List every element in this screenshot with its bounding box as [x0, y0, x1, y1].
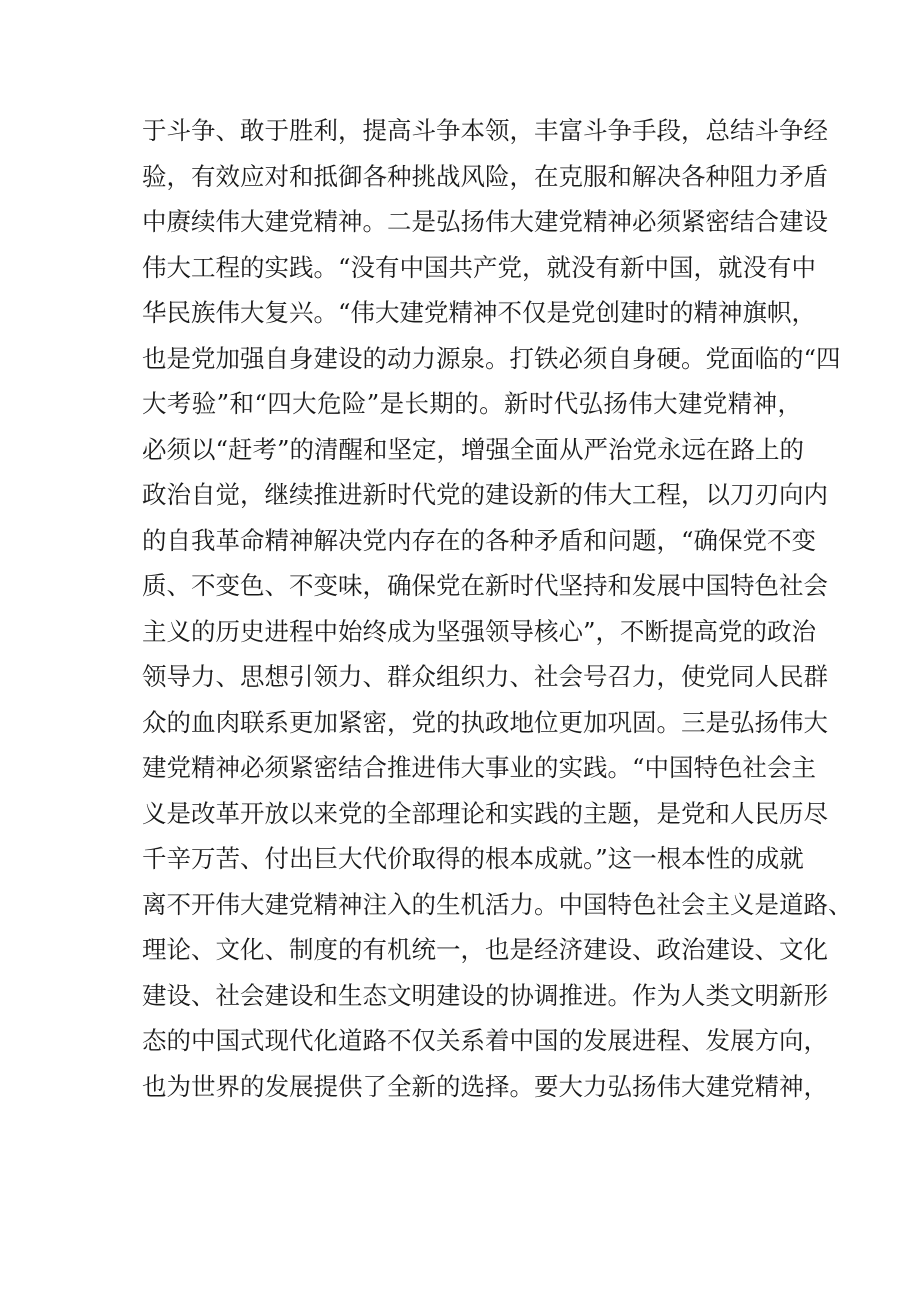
text-line: 主义的历史进程中始终成为坚强领导核心”，不断提高党的政治	[142, 616, 817, 646]
text-line: 质、不变色、不变味，确保党在新时代坚持和发展中国特色社会	[142, 571, 828, 600]
text-line: 伟大工程的实践。“没有中国共产党，就没有新中国，就没有中	[142, 252, 817, 282]
text-line: 建设、社会建设和生态文明建设的协调推进。作为人类文明新形	[142, 980, 828, 1010]
text-line: 也是党加强自身建设的动力源泉。打铁必须自身硬。党面临的“四	[142, 343, 841, 373]
text-line: 必须以“赶考”的清醒和坚定，增强全面从严治党永远在路上的	[142, 434, 805, 464]
text-line: 离不开伟大建党精神注入的生机活力。中国特色社会主义是道路、	[142, 889, 853, 919]
text-line: 态的中国式现代化道路不仅关系着中国的发展进程、发展方向，	[142, 1026, 828, 1055]
text-line: 义是改革开放以来党的全部理论和实践的主题，是党和人民历尽	[142, 798, 828, 828]
text-line: 的自我革命精神解决党内存在的各种矛盾和问题，“确保党不变	[142, 525, 817, 555]
text-line: 建党精神必须紧密结合推进伟大事业的实践。“中国特色社会主	[142, 753, 817, 782]
text-line: 于斗争、敢于胜利，提高斗争本领，丰富斗争手段，总结斗争经	[142, 116, 828, 145]
text-line: 政治自觉，继续推进新时代党的建设新的伟大工程，以刀刃向内	[142, 480, 828, 509]
text-line: 理论、文化、制度的有机统一，也是经济建设、政治建设、文化	[142, 935, 828, 964]
body-text	[142, 108, 853, 1109]
text-line: 千辛万苦、付出巨大代价取得的根本成就。”这一根本性的成就	[142, 844, 804, 873]
text-line: 华民族伟大复兴。“伟大建党精神不仅是党创建时的精神旗帜，	[142, 298, 817, 327]
text-line: 中赓续伟大建党精神。二是弘扬伟大建党精神必须紧密结合建设	[142, 207, 828, 236]
text-line: 大考验”和“四大危险”是长期的。新时代弘扬伟大建党精神，	[142, 389, 802, 418]
text-line: 验，有效应对和抵御各种挑战风险，在克服和解决各种阻力矛盾	[142, 161, 828, 191]
text-line: 众的血肉联系更加紧密，党的执政地位更加巩固。三是弘扬伟大	[142, 707, 828, 737]
text-line: 也为世界的发展提供了全新的选择。要大力弘扬伟大建党精神，	[142, 1071, 828, 1101]
text-line: 领导力、思想引领力、群众组织力、社会号召力，使党同人民群	[142, 662, 828, 691]
